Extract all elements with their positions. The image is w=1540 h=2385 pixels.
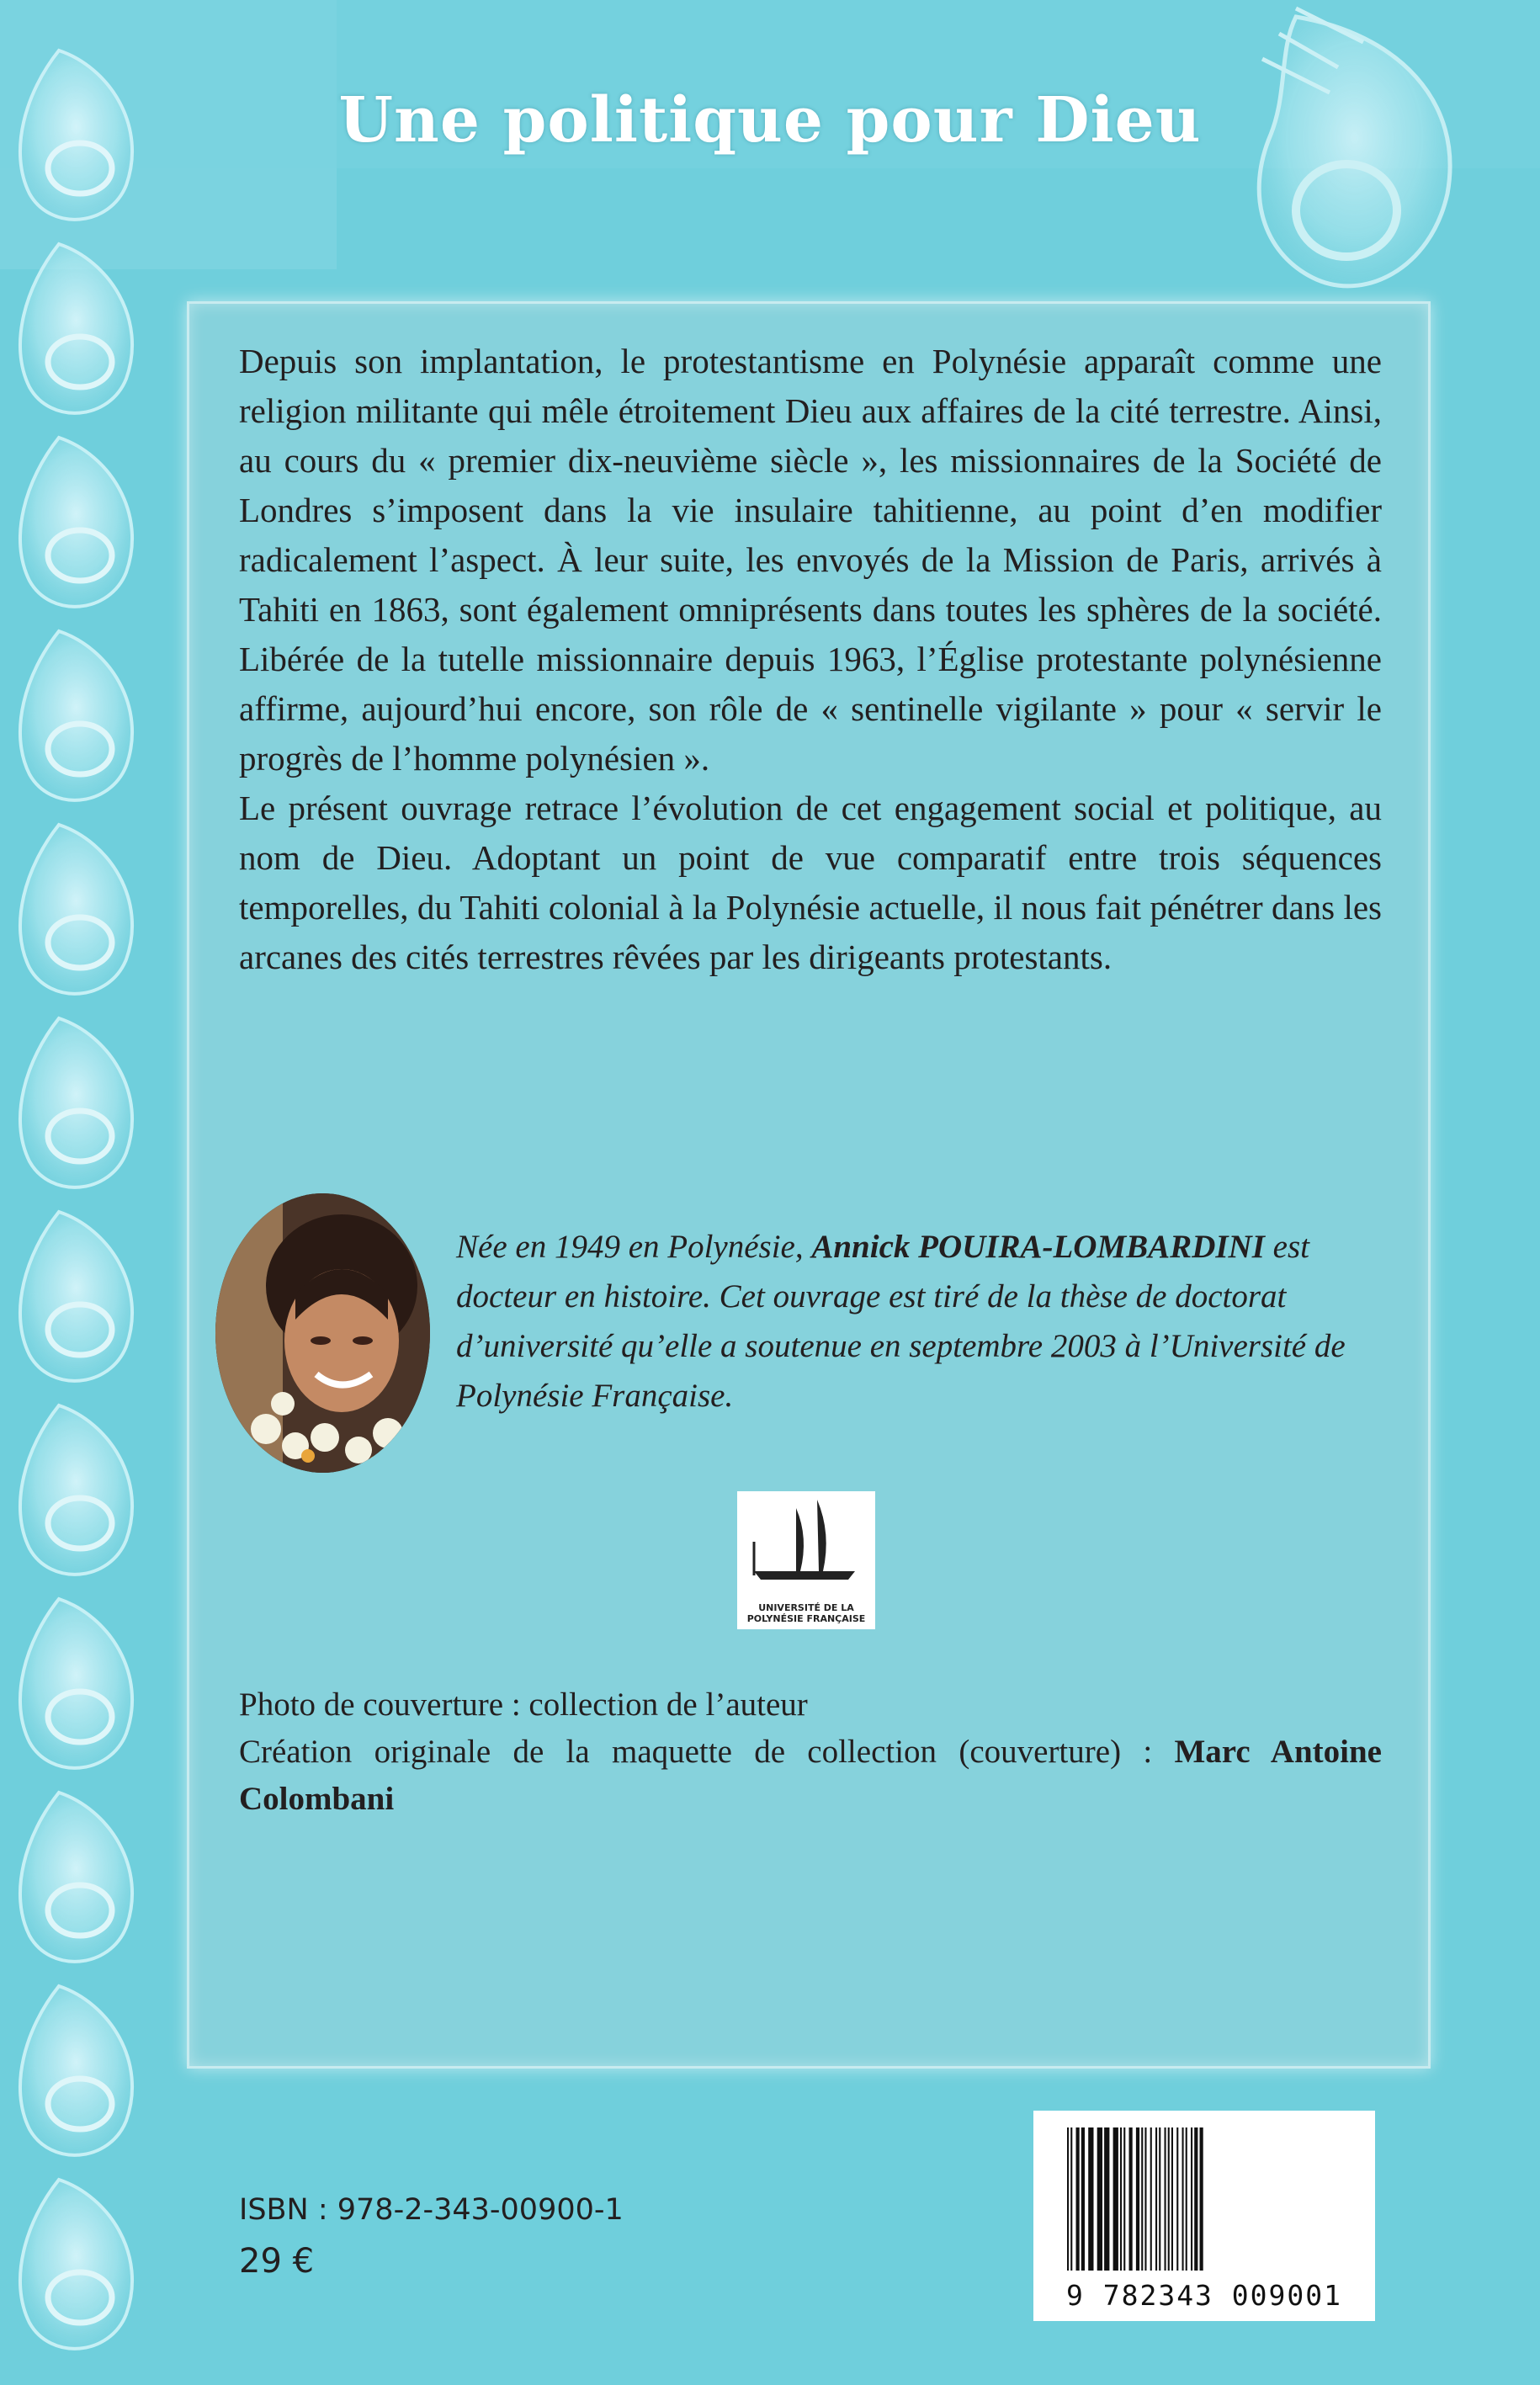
author-portrait-image [215,1193,430,1473]
barcode-digits: 9 782343 009001 [1065,2279,1342,2312]
logo-line: UNIVERSITÉ DE LA [758,1602,854,1613]
barcode-bar [1097,2127,1102,2271]
barcode-bar [1176,2127,1178,2271]
book-summary [239,337,1382,982]
book-title: Une politique pour Dieu [338,84,1202,157]
barcode-bar [1136,2127,1139,2271]
logo-line: POLYNÉSIE FRANÇAISE [746,1613,866,1624]
barcode-bar [1150,2127,1152,2271]
barcode-bar [1067,2127,1069,2271]
summary-paragraph: Depuis son implantation, le protestantisme en Polynésie apparaît comme une religion militante qui mêle étroitement Dieu aux affaires de la cité terrestre. Ainsi, au cours du « premier dix-neuvième siècle », les missionnaires de la Société de Londres s’imposent dans la vie insulaire tahitienne, au point d’en modifier radicalement l’aspect. À leur suite, les envoyés de la Mission de Paris, arrivés à Tahiti en 1863, sont également omniprésents dans toutes les sphères de la société. Libérée de la tutelle missionnaire depuis 1963, l’Église protestante polynésienne affirme, aujourd’hui encore, son rôle de « sentinelle vigilante » pour « servir le progrès de l’homme polynésien ». [239,342,1382,778]
barcode-bar [1168,2127,1170,2271]
barcode-bars [1033,2111,1375,2279]
barcode-bar [1200,2127,1203,2271]
barcode-bar [1088,2127,1093,2271]
cover-credits [239,1681,1382,1823]
barcode-bar [1123,2127,1125,2271]
barcode-bar [1104,2127,1109,2271]
author-name: Annick POUIRA-LOMBARDINI [811,1229,1265,1265]
barcode-bar [1141,2127,1143,2271]
barcode [1033,2111,1375,2321]
barcode-bar [1081,2127,1085,2271]
summary-paragraph: Le présent ouvrage retrace l’évolution de cet engagement social et politique, au nom de Dieu. Adoptant un point de vue comparatif entre trois séquences temporelles, du Tahiti colonial à la Polynésie actuelle, il nous fait pénétrer dans les arcanes des cités terrestres rêvées par les dirigeants protestants. [239,789,1382,976]
barcode-bar [1144,2127,1146,2271]
barcode-bar [1113,2127,1118,2271]
author-photo [215,1193,430,1473]
barcode-bar [1159,2127,1160,2271]
barcode-bar [1070,2127,1072,2271]
barcode-bar [1120,2127,1122,2271]
author-bio [456,1222,1382,1421]
sailing-canoe-icon [737,1491,875,1592]
isbn: ISBN : 978-2-343-00900-1 [239,2193,624,2227]
barcode-bar [1129,2127,1133,2271]
barcode-bar [1194,2127,1197,2271]
publisher-logo-text [737,1602,875,1624]
barcode-bar [1076,2127,1080,2271]
price: 29 € [239,2242,315,2281]
barcode-bar [1182,2127,1184,2271]
barcode-bar [1155,2127,1157,2271]
bio-intro: Née en 1949 en Polynésie, [456,1229,812,1265]
design-credit [239,1729,1382,1823]
barcode-bar [1186,2127,1187,2271]
design-credit-label: Création originale de la maquette de collection (couverture) : [239,1734,1175,1770]
barcode-bar [1171,2127,1173,2271]
photo-credit: Photo de couverture : collection de l’auteur [239,1686,808,1723]
bio-details: est docteur en histoire. Cet ouvrage est tiré de la thèse de doctorat d’université qu’elle a soutenue en septembre 2003 à l’Université de Polynésie Française. [456,1229,1346,1414]
barcode-bar [1165,2127,1166,2271]
barcode-bar [1191,2127,1192,2271]
designer-name: Marc Antoine Colombani [239,1734,1382,1817]
publisher-logo [737,1491,875,1629]
